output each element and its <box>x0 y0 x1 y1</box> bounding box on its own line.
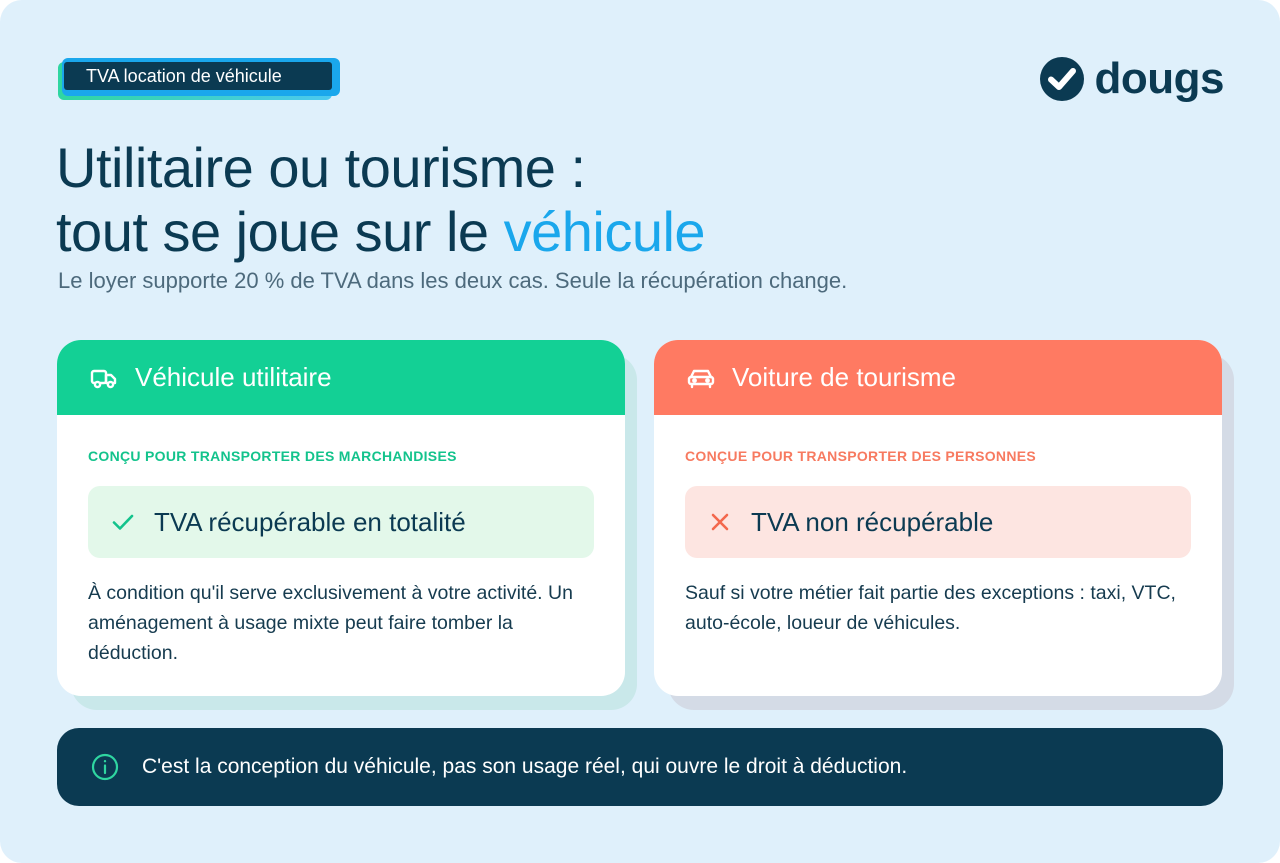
page-subtitle: Le loyer supporte 20 % de TVA dans les deux cas. Seule la récupération change. <box>58 268 848 293</box>
card-title: Voiture de tourisme <box>732 362 957 392</box>
card-kicker: CONÇUE POUR TRANSPORTER DES PERSONNES <box>685 448 1037 464</box>
verdict-badge <box>685 486 1191 558</box>
truck-icon <box>89 363 119 393</box>
card-note: Sauf si votre métier fait partie des exceptions : taxi, VTC, auto-école, loueur de véhicules. <box>685 582 1176 634</box>
cross-icon <box>707 509 733 535</box>
tag-label: TVA location de véhicule <box>64 62 332 90</box>
check-icon <box>110 509 136 535</box>
card-body <box>654 340 1222 696</box>
card-header <box>654 340 1222 415</box>
car-icon <box>686 363 716 393</box>
info-icon <box>90 752 120 782</box>
card-note: À condition qu'il serve exclusivement à votre activité. Un aménagement à usage mixte peut faire tomber la déduction. <box>88 582 573 664</box>
key-takeaway-banner <box>57 728 1223 806</box>
card-header <box>57 340 625 415</box>
banner-text: C'est la conception du véhicule, pas son usage réel, qui ouvre le droit à déduction. <box>142 755 908 778</box>
verdict-badge <box>88 486 594 558</box>
verdict-text: TVA récupérable en totalité <box>154 506 466 537</box>
card-body <box>57 340 625 696</box>
page-title <box>56 136 705 264</box>
verdict-text: TVA non récupérable <box>751 506 994 537</box>
dougs-logo <box>1039 56 1224 102</box>
card-utility-vehicle <box>57 340 625 696</box>
topic-tag <box>58 58 336 98</box>
check-badge-icon <box>1039 56 1085 102</box>
card-kicker: CONÇU POUR TRANSPORTER DES MARCHANDISES <box>88 448 457 464</box>
title-line-2-prefix: tout se joue sur le <box>56 200 504 263</box>
card-passenger-car <box>654 340 1222 696</box>
logo-text: dougs <box>1094 54 1224 103</box>
title-line-1: Utilitaire ou tourisme : <box>56 136 586 199</box>
title-accent-word: véhicule <box>503 200 706 263</box>
card-title: Véhicule utilitaire <box>135 362 332 392</box>
